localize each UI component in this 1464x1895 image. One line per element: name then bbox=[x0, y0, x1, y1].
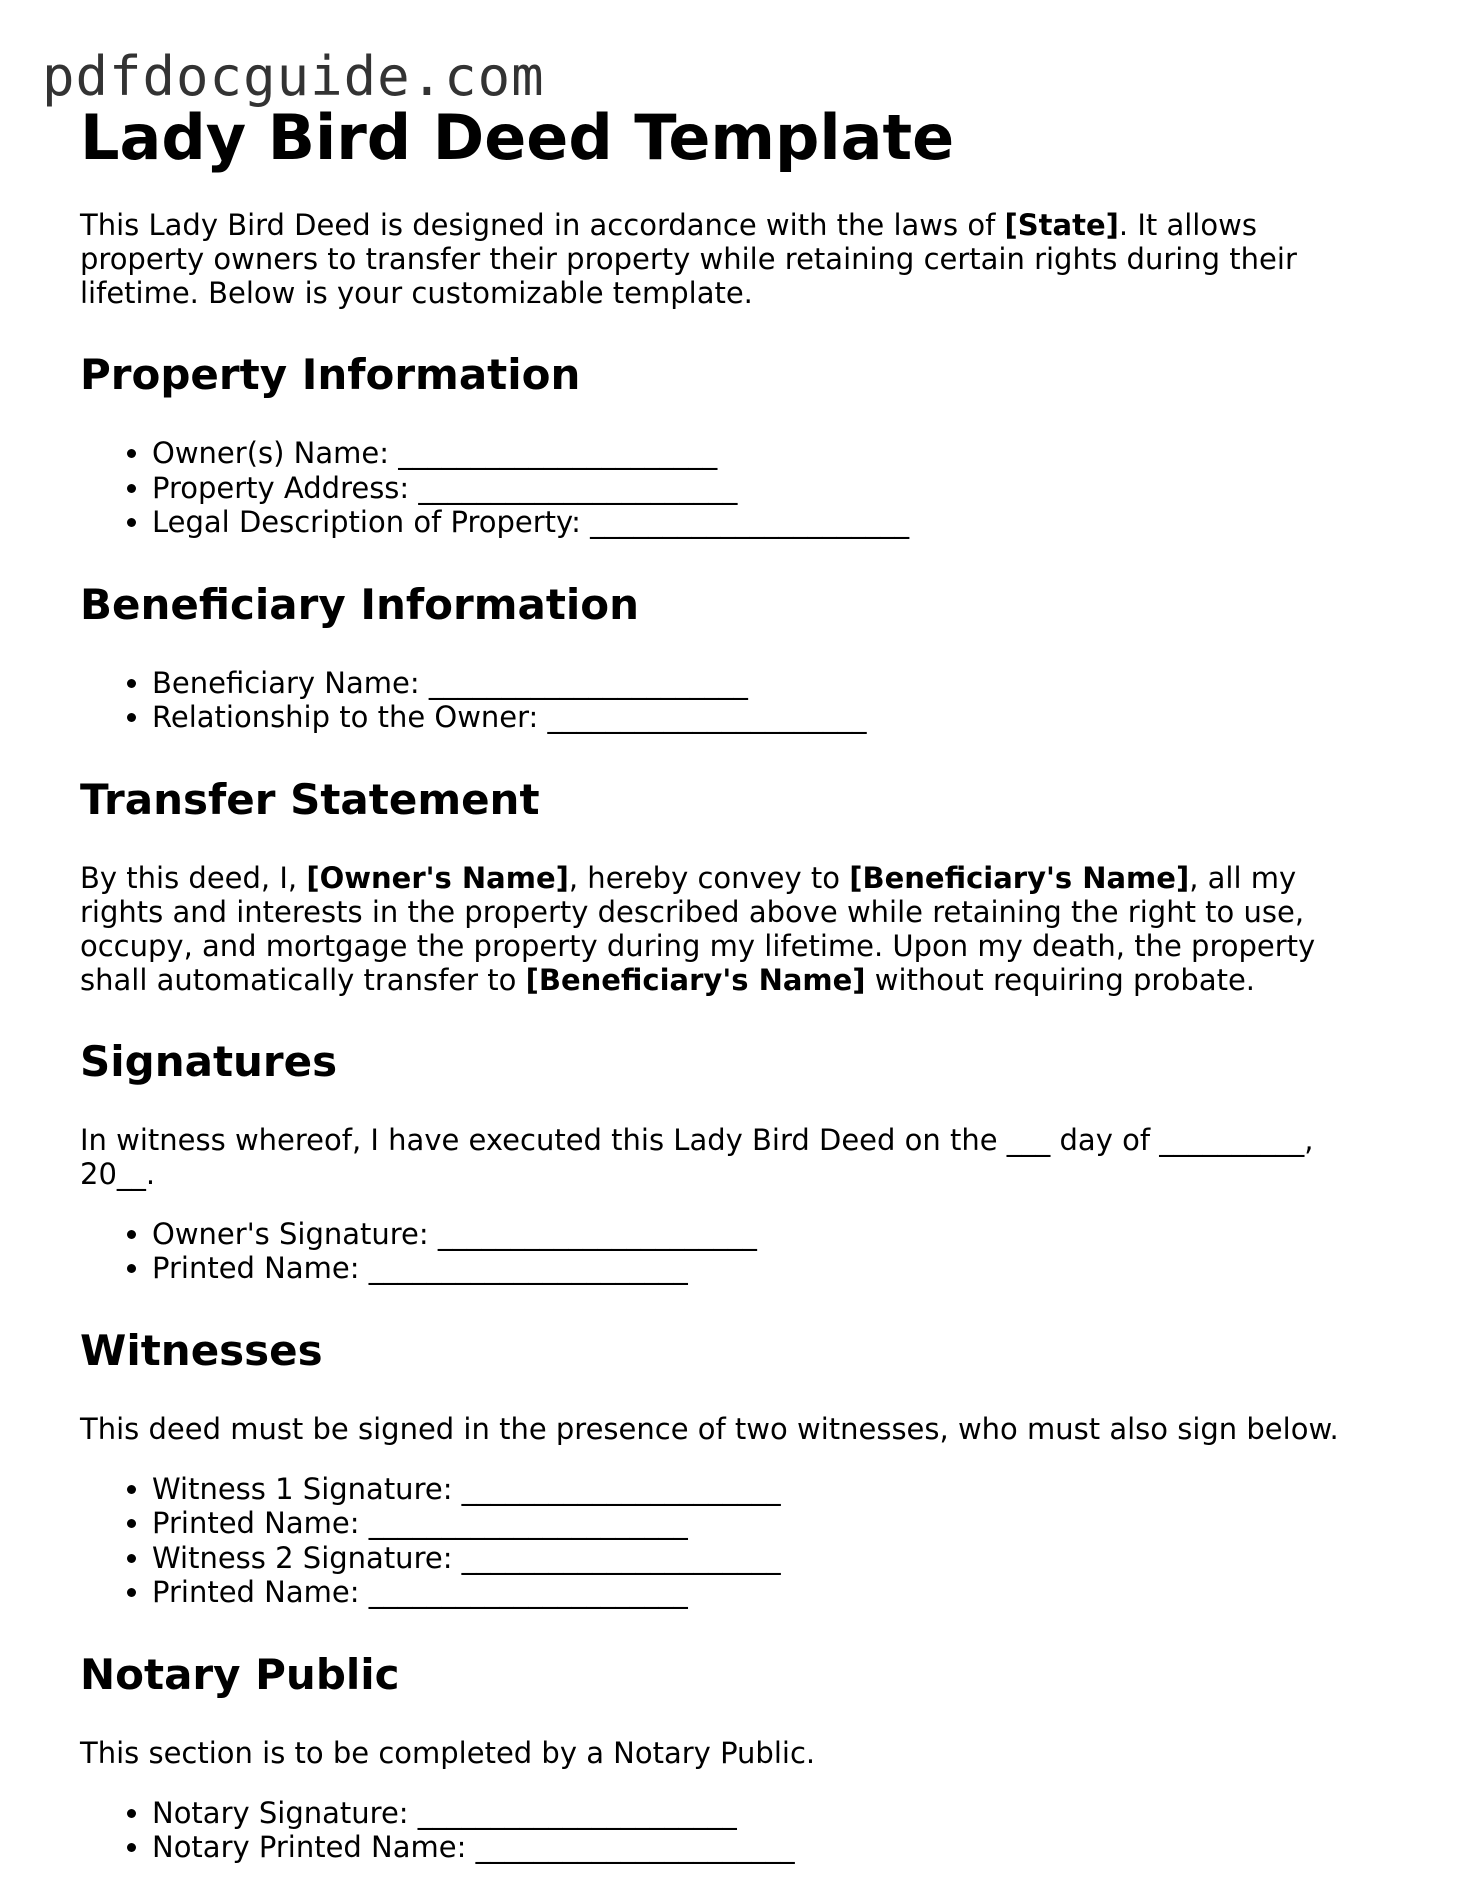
witness-1-signature-field: • Witness 1 Signature: ______________________ bbox=[152, 1472, 1380, 1507]
page-title: Lady Bird Deed Template bbox=[80, 101, 955, 174]
beneficiary-heading: Beneficiary Information bbox=[80, 579, 640, 629]
witness-2-signature-field: • Witness 2 Signature: ______________________ bbox=[152, 1541, 1380, 1576]
relationship-field: • Relationship to the Owner: ______________________ bbox=[152, 700, 1380, 735]
transfer-text-4: without requiring probate. bbox=[865, 962, 1256, 997]
owner-printed-name-field: • Printed Name: ______________________ bbox=[152, 1251, 1380, 1286]
signatures-statement: In witness whereof, I have executed this Lady Bird Deed on the ___ day of __________, 20__. bbox=[80, 1122, 1314, 1191]
transfer-heading: Transfer Statement bbox=[80, 774, 540, 824]
transfer-text-3: , all my rights and interests in the property described above while retaining the right to use, occupy, and mortgage the property during my lifetime. Upon my death, the property shall automatically transfer to bbox=[80, 860, 1316, 997]
watermark: pdfdocguide.com bbox=[42, 45, 545, 108]
signatures-list bbox=[80, 1217, 1380, 1286]
beneficiary-list bbox=[80, 666, 1380, 735]
witnesses-heading: Witnesses bbox=[80, 1325, 323, 1375]
intro-paragraph bbox=[80, 208, 1380, 310]
intro-text-before: This Lady Bird Deed is designed in accordance with the laws of bbox=[80, 208, 1005, 242]
legal-description-field: • Legal Description of Property: ______________________ bbox=[152, 505, 1380, 540]
beneficiary-name-field: • Beneficiary Name: ______________________ bbox=[152, 666, 1380, 701]
witness-2-printed-name-field: • Printed Name: ______________________ bbox=[152, 1575, 1380, 1610]
beneficiary-name-placeholder-2: [Beneficiary's Name] bbox=[525, 962, 866, 997]
witnesses-statement: This deed must be signed in the presence of two witnesses, who must also sign below. bbox=[80, 1411, 1339, 1446]
document-page bbox=[80, 100, 1380, 1865]
property-list bbox=[80, 436, 1380, 540]
transfer-text-2: , hereby convey to bbox=[568, 860, 850, 895]
intro-text-after: . It allows property owners to transfer their property while retaining certain rights during their lifetime. Below is your customizable template. bbox=[80, 208, 1297, 310]
notary-heading: Notary Public bbox=[80, 1649, 400, 1699]
owner-signature-field: • Owner's Signature: ______________________ bbox=[152, 1217, 1380, 1252]
transfer-text-1: By this deed, I, bbox=[80, 860, 307, 895]
property-address-field: • Property Address: ______________________ bbox=[152, 471, 1380, 506]
owner-name-field: • Owner(s) Name: ______________________ bbox=[152, 436, 1380, 471]
signatures-heading: Signatures bbox=[80, 1036, 338, 1086]
state-placeholder: [State] bbox=[1004, 208, 1119, 242]
notary-statement: This section is to be completed by a Notary Public. bbox=[80, 1735, 816, 1770]
beneficiary-name-placeholder: [Beneficiary's Name] bbox=[849, 860, 1190, 895]
transfer-paragraph bbox=[80, 861, 1380, 997]
property-heading: Property Information bbox=[80, 350, 581, 399]
owner-name-placeholder: [Owner's Name] bbox=[306, 860, 569, 895]
witness-1-printed-name-field: • Printed Name: ______________________ bbox=[152, 1506, 1380, 1541]
notary-list bbox=[80, 1796, 1380, 1865]
witnesses-list bbox=[80, 1472, 1380, 1610]
notary-printed-name-field: • Notary Printed Name: ______________________ bbox=[152, 1830, 1380, 1865]
notary-signature-field: • Notary Signature: ______________________ bbox=[152, 1796, 1380, 1831]
